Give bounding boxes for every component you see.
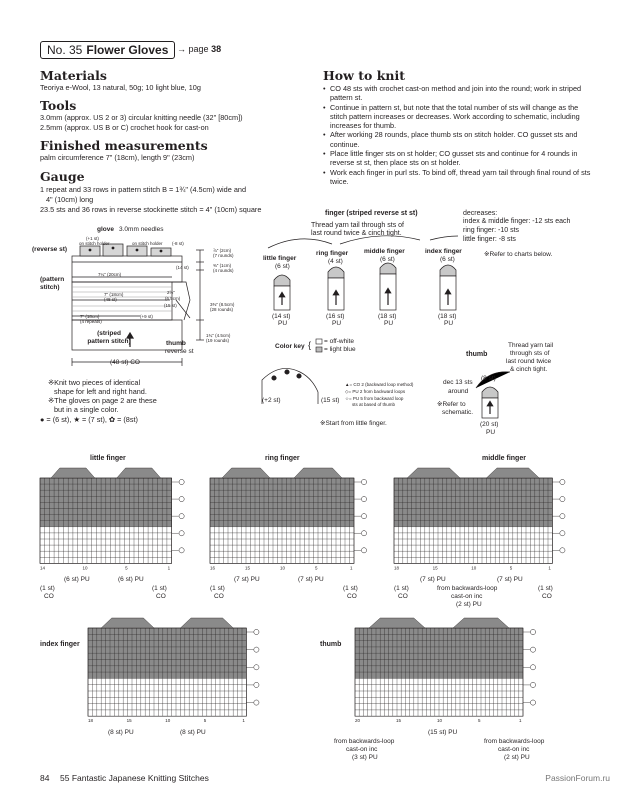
thumb-st20: (20 st) [480,421,499,428]
thumb-st8: (8 st) [481,375,496,382]
svg-text:1: 1 [519,718,522,724]
finished-heading: Finished measurements [40,138,208,153]
index-finger-bottom: (18 st) [438,313,457,320]
finger-thread-1: Thread yarn tail through sts of [311,222,404,229]
hand-legend-1: ▲= CO 2 (backward loop method) [345,382,414,387]
dim-48-label: (48 st) [104,297,117,302]
right-dim-3b: (28 rounds) [210,307,234,312]
index-finger-top: (6 st) [440,256,455,263]
thumb-chart-l1: from backwards-loop [334,738,395,745]
thumb-pu: PU [486,429,496,436]
pattern-stitch-label: (pattern stitch) [40,276,65,291]
little-finger-pu: PU [278,320,288,327]
thumb-dec-13: dec 13 sts [443,379,473,386]
middle-pu-1: (7 st) PU [420,576,446,583]
dim-7b-label: 7" (18cm) [80,314,100,319]
page-reference: → page 38 [177,44,222,54]
thumb-thread-4: & cinch tight. [510,366,548,373]
svg-text:10: 10 [165,718,171,724]
svg-text:18: 18 [394,565,400,571]
thumb-section-title: thumb [466,351,488,358]
gauge-line-1: 1 repeat and 33 rows in pattern stitch B = 1¾" (4.5cm) wide and [40,185,247,194]
note-4: but in a single color. [54,405,119,414]
thumb-label: thumb [166,340,186,347]
dim-7-label: 7" (18cm) [104,292,124,297]
middle-finger-top: (6 st) [380,256,395,263]
little-pu-2: (6 st) PU [118,576,144,583]
thumb-chart-r1: from backwards-loop [484,738,545,745]
minus8-label: (-8 st) [172,241,184,246]
hand-plus2: (+2 st) [262,397,281,404]
decreases-1: index & middle finger: -12 sts each [463,218,571,225]
right-dim-2: ⅜" (1cm) [213,263,232,268]
start-from-little-note: ※Start from little finger. [320,420,387,427]
reverse-st-2-label: reverse st [165,348,194,355]
svg-text:15: 15 [432,565,438,571]
little-right-st: (1 st) [152,585,167,592]
ring-left-st: (1 st) [210,585,225,592]
svg-text:15: 15 [245,565,251,571]
list-item: • After working 28 rounds, place thumb sts on stitch holder. CO gusset sts and continue. [323,130,593,149]
middle-finger-label: middle finger [364,248,405,255]
glove-label: glove [97,226,114,233]
thumb-chart-r2: cast-on inc [498,746,530,753]
finger-section-title: finger (striped reverse st st) [325,210,418,217]
finger-thread-2: last round twice & cinch tight. [311,230,402,237]
st14-label: (14 st) [176,265,189,270]
svg-text:5: 5 [509,565,513,571]
thumb-refer-1: ※Refer to [437,401,466,408]
thumb-chart-r3: (2 st) PU [504,754,530,761]
tools-line-1: 3.0mm (approx. US 2 or 3) circular knitting needle (32" [80cm]) [40,113,243,122]
little-pu-1: (6 st) PU [64,576,90,583]
ring-right-co: CO [347,593,357,600]
svg-text:5: 5 [315,565,318,571]
thumb-chart-l3: (3 st) PU [352,754,378,761]
svg-text:16: 16 [210,565,216,571]
color-key-label: Color key [275,343,305,350]
svg-text:10: 10 [82,565,88,571]
thumb-thread-3: last round twice [506,358,552,365]
svg-text:20: 20 [355,718,361,724]
little-left-co: CO [44,593,54,600]
little-finger-label: little finger [263,255,297,262]
hand-legend-3: ☆= PU 5 from backward loop [345,396,404,401]
right-dim-3: 3⅜" (8.5cm) [210,302,235,307]
ring-pu-1: (7 st) PU [234,576,260,583]
svg-text:1: 1 [167,565,171,571]
ring-left-co: CO [214,593,224,600]
svg-text:10: 10 [280,565,286,571]
ring-finger-top: (4 st) [328,258,343,265]
chart-title-index: index finger [40,641,80,648]
arrow-right-icon: → [177,44,186,54]
middle-right-st: (1 st) [538,585,553,592]
decreases-2: ring finger: -10 sts [463,227,520,234]
note-2: shape for left and right hand. [54,387,147,396]
svg-text:15: 15 [396,718,402,724]
chart-title-little: little finger [90,455,126,462]
middle-mid-2: cast-on inc [451,593,483,600]
how-to-knit-heading: How to knit [323,68,405,83]
plus9-label: (+9 st) [140,314,153,319]
repeats-label: (4 repeats) [80,319,102,324]
middle-finger-pu: PU [384,320,394,327]
materials-text: Teoriya e-Wool, 13 natural, 50g; 10 light blue, 10g [40,83,201,92]
list-item: • CO 48 sts with crochet cast-on method and join into the round; work in striped pattern st. [323,84,593,103]
color-key-a: = off-white [324,338,355,345]
thumb-chart-l2: cast-on inc [346,746,378,753]
index-finger-pu: PU [444,320,454,327]
middle-pu-2: (7 st) PU [497,576,523,583]
plus1-label: (+1 st) [86,236,99,241]
striped-label: (striped pattern stitch) [87,330,131,345]
chart-title-middle: middle finger [482,455,526,462]
svg-text:10: 10 [437,718,443,724]
ring-right-st: (1 st) [343,585,358,592]
note-5: ● = (6 st), ★ = (7 st), ✿ = (8st) [40,415,138,424]
svg-text:5: 5 [203,718,207,724]
index-pu-2: (8 st) PU [180,729,206,736]
refer-charts-label: ※Refer to charts below. [484,251,553,258]
hand-legend-2: ◇= PU 2 from backward loops [345,389,406,394]
index-finger-label: index finger [425,248,462,255]
on-holder-left: on stitch holder [79,241,110,246]
gauge-heading: Gauge [40,169,85,184]
right-dim-1b: (7 rounds) [213,253,234,258]
thumb-chart-mid: (15 st) PU [428,729,458,736]
ring-finger-label: ring finger [316,250,349,257]
list-item: • Place little finger sts on st holder; CO gusset sts and continue for 4 rounds in reverse st st, then place sts on st holder. [323,149,593,168]
right-dim-4b: (19 rounds) [206,338,230,343]
svg-text:1: 1 [548,565,551,571]
svg-text:18: 18 [88,718,94,724]
little-finger-top: (6 st) [275,263,290,270]
svg-text:15: 15 [126,718,132,724]
dim-6-5-label: (6.5cm) [165,296,181,301]
right-dim-4: 1¾" (4.5cm) [206,333,231,338]
ring-finger-bottom: (16 st) [326,313,345,320]
thumb-dec-around: around [448,388,469,395]
list-item: • Continue in pattern st, but note that the total number of sts will change as the stitch pattern increases or decreases. Work according to schematic, including increases for thumb. [323,103,593,131]
finished-text: palm circumference 7" (18cm), length 9" (23cm) [40,153,195,162]
ring-finger-pu: PU [332,320,342,327]
gauge-line-3: 23.5 sts and 36 rows in reverse stockinette stitch = 4" (10cm) square [40,205,262,214]
watermark: PassionForum.ru [545,773,610,783]
middle-mid-1: from backwards-loop [437,585,498,592]
right-dim-1: ⅞" (2cm) [213,248,232,253]
book-title: 55 Fantastic Japanese Knitting Stitches [60,773,209,783]
note-3: ※The gloves on page 2 are these [48,396,157,405]
decreases-3: little finger: -8 sts [463,236,516,243]
needles-label: 3.0mm needles [119,226,164,233]
svg-text:14: 14 [40,565,46,571]
ring-pu-2: (7 st) PU [298,576,324,583]
chart-title-ring: ring finger [265,455,300,462]
page-number: 84 [40,773,50,783]
right-dim-2b: (4 rounds) [213,268,234,273]
svg-text:5: 5 [478,718,481,724]
dim-2-5-label: 2½" [167,290,175,295]
middle-left-co: CO [398,593,408,600]
svg-text:1: 1 [350,565,353,571]
tools-heading: Tools [40,98,77,113]
hand-st15: (15 st) [321,397,340,404]
gauge-line-2: 4" (10cm) long [46,195,94,204]
color-key-brace: { [308,340,312,350]
middle-finger-bottom: (18 st) [378,313,397,320]
on-holder-right: on stitch holder [132,241,163,246]
co-48-label: (48 st) CO [110,359,140,366]
hand-legend-4: sts at based of thumb [352,402,396,407]
middle-right-co: CO [542,593,552,600]
middle-left-st: (1 st) [394,585,409,592]
list-item: • Work each finger in purl sts. To bind off, thread yarn tail through final round of sts twice. [323,168,593,187]
chart-title-thumb: thumb [320,641,342,648]
little-right-co: CO [156,593,166,600]
thumb-thread-2: through sts of [510,350,550,357]
thumb-thread-1: Thread yarn tail [508,342,554,349]
color-key-b: = light blue [324,346,356,353]
st15-label: (15 st) [164,303,177,308]
svg-text:5: 5 [125,565,128,571]
materials-heading: Materials [40,68,107,83]
reverse-st-label: (reverse st) [32,246,68,253]
index-pu-1: (8 st) PU [108,729,134,736]
svg-text:1: 1 [242,718,245,724]
pattern-name: Flower Gloves [86,43,169,57]
little-finger-bottom: (14 st) [272,313,291,320]
thumb-refer-2: schematic. [442,409,474,416]
note-1: ※Knit two pieces of identical [48,378,141,387]
decreases-title: decreases: [463,210,498,217]
little-left-st: (1 st) [40,585,55,592]
middle-mid-3: (2 st) PU [456,601,482,608]
tools-line-2: 2.5mm (approx. US B or C) crochet hook for cast-on [40,123,209,132]
pattern-number: No. 35 [47,43,83,57]
dim-7-1-4-label: 7¼" (20cm) [98,272,122,277]
svg-text:10: 10 [471,565,477,571]
